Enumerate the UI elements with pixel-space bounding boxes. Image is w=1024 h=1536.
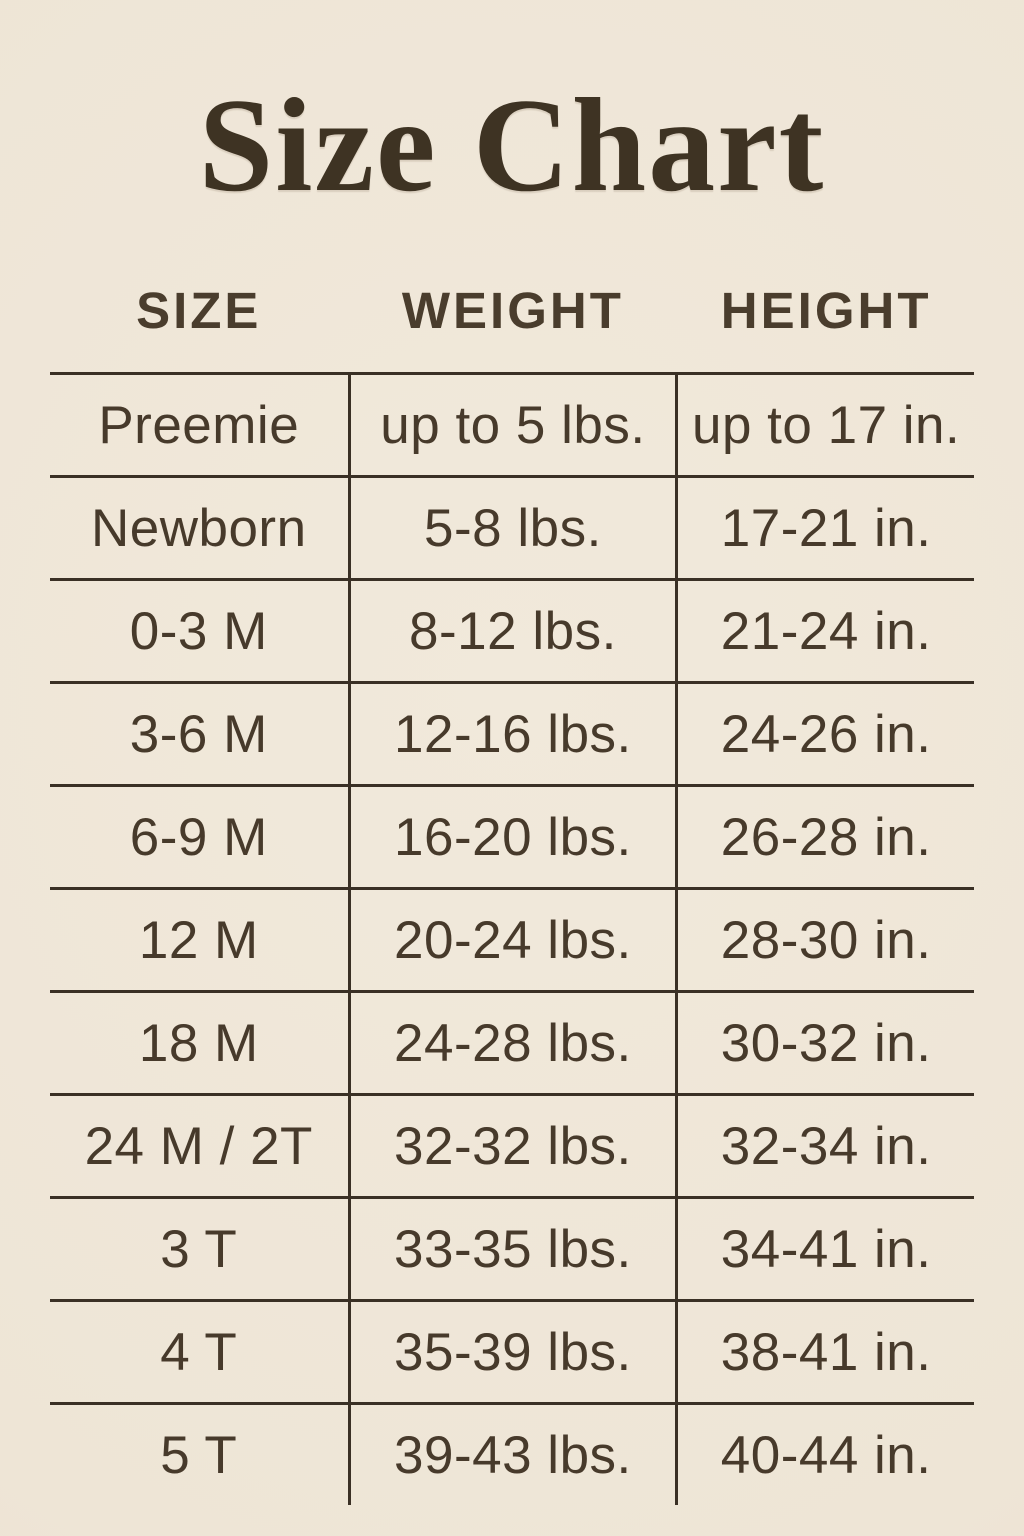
weight-cell: 33-35 lbs.	[348, 1199, 679, 1299]
table-row	[50, 887, 974, 990]
height-cell: 24-26 in.	[720, 704, 932, 764]
weight-cell: 39-43 lbs.	[348, 1405, 679, 1505]
table-row	[50, 990, 974, 1093]
height-cell: up to 17 in.	[692, 395, 961, 455]
weight-cell: 24-28 lbs.	[348, 993, 679, 1093]
height-cell: 32-34 in.	[720, 1116, 932, 1176]
table-body	[50, 372, 974, 1505]
weight-cell: 20-24 lbs.	[348, 890, 679, 990]
weight-cell: up to 5 lbs.	[348, 375, 679, 475]
height-cell: 17-21 in.	[720, 498, 932, 558]
table-row	[50, 578, 974, 681]
size-cell: 5 T	[160, 1425, 238, 1485]
page-title: Size Chart	[198, 71, 826, 219]
height-cell: 30-32 in.	[720, 1013, 932, 1073]
column-header-height: HEIGHT	[720, 282, 932, 339]
table-row	[50, 681, 974, 784]
size-cell: 0-3 M	[129, 601, 268, 661]
table-row	[50, 1299, 974, 1402]
weight-cell: 35-39 lbs.	[348, 1302, 679, 1402]
height-cell: 21-24 in.	[720, 601, 932, 661]
weight-cell: 8-12 lbs.	[348, 581, 679, 681]
size-cell: 3 T	[160, 1219, 238, 1279]
weight-cell: 12-16 lbs.	[348, 684, 679, 784]
size-cell: 24 M / 2T	[84, 1116, 313, 1176]
table-row	[50, 372, 974, 475]
size-cell: Newborn	[90, 498, 307, 558]
height-cell: 40-44 in.	[720, 1425, 932, 1485]
size-cell: 18 M	[138, 1013, 259, 1073]
table-row	[50, 1196, 974, 1299]
height-cell: 38-41 in.	[720, 1322, 932, 1382]
height-cell: 34-41 in.	[720, 1219, 932, 1279]
table-row	[50, 784, 974, 887]
weight-cell: 5-8 lbs.	[348, 478, 679, 578]
table-row	[50, 1402, 974, 1505]
size-cell: Preemie	[98, 395, 300, 455]
size-cell: 6-9 M	[129, 807, 268, 867]
table-row	[50, 475, 974, 578]
height-cell: 28-30 in.	[720, 910, 932, 970]
size-cell: 3-6 M	[129, 704, 268, 764]
weight-cell: 32-32 lbs.	[348, 1096, 679, 1196]
column-header-size: SIZE	[136, 282, 262, 339]
column-header-weight: WEIGHT	[401, 282, 624, 339]
size-cell: 12 M	[138, 910, 259, 970]
height-cell: 26-28 in.	[720, 807, 932, 867]
table-row	[50, 1093, 974, 1196]
weight-cell: 16-20 lbs.	[348, 787, 679, 887]
size-cell: 4 T	[160, 1322, 238, 1382]
table-header-row	[50, 284, 974, 372]
size-chart-table	[50, 284, 974, 1505]
